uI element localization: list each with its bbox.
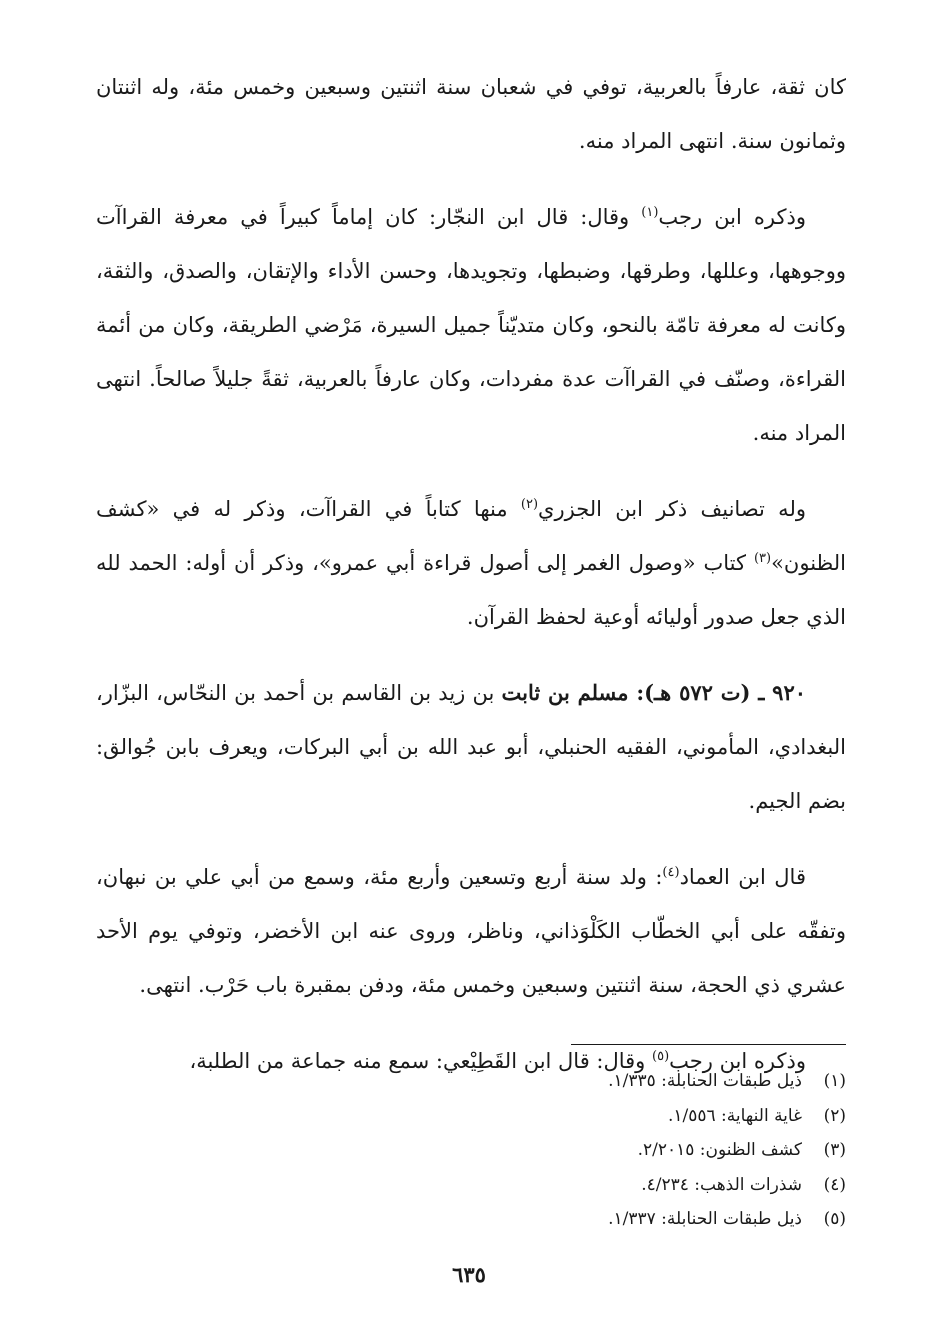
footnote-item [96,1168,846,1203]
paragraph-text: منها كتاباً في القراآت، وذكر له في «كشف الظنون» [96,497,846,575]
footnote-ref-1: (١) [641,205,659,220]
footnote-text: غاية النهاية: ١/٥٥٦. [667,1105,802,1126]
footnote-number: (١) [823,1071,846,1091]
footnote-item [96,1202,846,1237]
footnote-text: شذرات الذهب: ٤/٢٣٤. [641,1174,802,1195]
footnote-number: (٥) [823,1209,846,1229]
paragraph-text: كان ثقة، عارفاً بالعربية، توفي في شعبان سنة اثنتين وسبعين وخمس مئة، وله اثنتان وثمانون سنة. انتهى المراد منه. [96,75,846,153]
entry-920 [96,666,846,828]
paragraph-text: وذكره ابن رجب [658,205,806,229]
footnote-text: ذيل طبقات الحنابلة: ١/٣٣٥. [608,1071,802,1091]
paragraph-text: وذكره ابن رجب [669,1049,806,1073]
footnote-ref-3: (٣) [753,551,772,566]
footnotes-list [96,1064,846,1237]
paragraph-2 [96,190,846,460]
page-number: ٦٣٥ [452,1262,486,1287]
footnote-item [96,1064,846,1099]
footnote-divider [571,1044,846,1045]
footnote-number: (٤) [823,1174,846,1195]
entry-heading: ٩٢٠ ـ (ت ٥٧٢ هـ): مسلم بن ثابت [501,680,807,705]
paragraph-text: قال ابن العماد [679,865,806,889]
paragraph-text: كتاب «وصول الغمر إلى أصول قراءة أبي عمرو»، وذكر أن أوله: الحمد لله الذي جعل صدور أوليائه أوعية لحفظ القرآن. [96,551,846,629]
paragraph-text: وله تصانيف ذكر ابن الجزري [538,497,806,521]
footnote-number: (٣) [823,1140,846,1160]
paragraph-text: وقال: قال ابن النجّار: كان إماماً كبيراً في معرفة القراآت ووجوهها، وعللها، وطرقها، وضبطها، وتجويدها، وحسن الأداء والإتقان، والصدق، والثقة، وكانت له معرفة تامّة بالنحو، وكان متديّناً جميل السيرة، مَرْضي الطريقة، وكان من أئمة القراءة، وصنّف في القراآت عدة مفردات، وكان عارفاً بالعربية، ثقةً جليلاً صالحاً. انتهى المراد منه. [96,205,846,445]
footnote-item [96,1133,846,1168]
footnote-text: ذيل طبقات الحنابلة: ١/٣٣٧. [608,1209,802,1229]
footnote-ref-2: (٢) [520,497,539,512]
page-body [96,60,846,1110]
paragraph-1 [96,60,846,168]
paragraph-text: بن زيد بن القاسم بن أحمد بن النحّاس، البزّار، البغدادي، المأموني، الفقيه الحنبلي، أبو عبد الله بن أبي البركات، ويعرف بابن جُوالق: بضم الجيم. [96,681,846,813]
paragraph-3 [96,482,846,644]
paragraph-text: وقال: قال ابن القَطِيْعي: سمع منه جماعة من الطلبة، [189,1049,653,1073]
footnote-ref-5: (٥) [652,1049,670,1064]
footnote-number: (٢) [823,1105,846,1126]
paragraph-text: : ولد سنة أربع وتسعين وأربع مئة، وسمع من أبي علي بن نبهان، وتفقّه على أبي الخطّاب الكَلْوَذاني، وناظر، وروى عنه ابن الأخضر، وتوفي يوم الأحد عشري ذي الحجة، سنة اثنتين وسبعين وخمس مئة، ودفن بمقبرة باب حَرْب. انتهى. [96,865,846,997]
footnote-item [96,1099,846,1134]
footnote-text: كشف الظنون: ٢/٢٠١٥. [637,1140,802,1160]
footnote-ref-4: (٤) [662,865,680,880]
paragraph-5 [96,850,846,1012]
